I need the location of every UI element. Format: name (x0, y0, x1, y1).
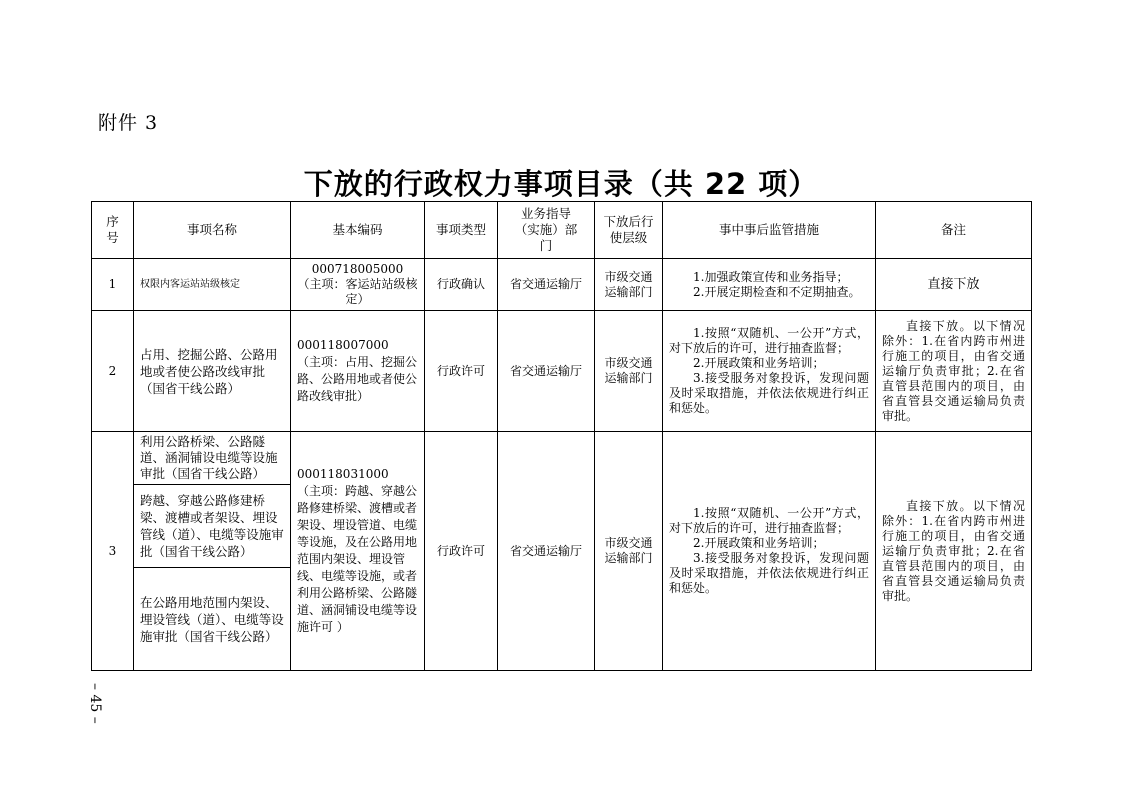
catalog-table (91, 201, 1032, 671)
attachment-label: 附件 3 (98, 112, 159, 134)
row-name: 利用公路桥梁、公路隧道、涵洞铺设电缆等设施审批（国省干线公路） (134, 432, 291, 485)
row-name: 占用、挖掘公路、公路用地或者使公路改线审批（国省干线公路） (134, 311, 291, 432)
row-type: 行政许可 (425, 432, 498, 671)
table-header-row (92, 202, 1032, 259)
row-seq: 1 (92, 259, 134, 311)
header-code: 基本编码 (291, 202, 425, 259)
measure-item: 2.开展政策和业务培训； (693, 356, 825, 370)
table-row (92, 432, 1032, 485)
row-remark: 直接下放。以下情况除外：1.在省内跨市州进行施工的项目，由省交通运输厅负责审批；2.在省直管县范围内的项目，由省直管县交通运输局负责审批。 (876, 311, 1032, 432)
row-name: 跨越、穿越公路修建桥梁、渡槽或者架设、埋设管线（道）、电缆等设施审批（国省干线公路） (134, 485, 291, 568)
row-type: 行政确认 (425, 259, 498, 311)
header-seq: 序号 (92, 202, 134, 259)
row-level: 市级交通运输部门 (595, 311, 663, 432)
header-measures: 事中事后监管措施 (663, 202, 876, 259)
table-row (92, 311, 1032, 432)
header-name: 事项名称 (134, 202, 291, 259)
row-level: 市级交通运输部门 (595, 432, 663, 671)
row-name: 权限内客运站站级核定 (134, 259, 291, 311)
row-measures (663, 259, 876, 311)
header-remark: 备注 (876, 202, 1032, 259)
row-type: 行政许可 (425, 311, 498, 432)
header-level: 下放后行使层级 (595, 202, 663, 259)
row-seq: 2 (92, 311, 134, 432)
row-dept: 省交通运输厅 (498, 259, 595, 311)
measure-item: 1.按照“双随机、一公开”方式，对下放后的许可，进行抽查监督； (669, 326, 869, 355)
row-code: 000718005000 （主项：客运站站级核定） (291, 259, 425, 311)
row-dept: 省交通运输厅 (498, 432, 595, 671)
row-remark: 直接下放 (876, 259, 1032, 311)
page-title: 下放的行政权力事项目录（共 22 项） (303, 167, 819, 201)
measure-item: 1.按照“双随机、一公开”方式，对下放后的许可，进行抽查监督； (669, 506, 869, 535)
row-seq: 3 (92, 432, 134, 671)
row-level: 市级交通运输部门 (595, 259, 663, 311)
measure-item: 2.开展定期检查和不定期抽查。 (693, 284, 861, 299)
row-measures (663, 311, 876, 432)
measure-item: 3.接受服务对象投诉，发现问题及时采取措施，并依法依规进行纠正和惩处。 (669, 371, 869, 415)
page-number: – 45 – (87, 683, 103, 724)
row-code: 000118031000 （主项：跨越、穿越公路修建桥梁、渡槽或者架设、埋设管道、电缆等设施，及在公路用地范围内架设、埋设管线、电缆等设施，或者利用公路桥梁、公路隧道、涵洞铺设电缆等设施许可 ） (291, 432, 425, 671)
header-type: 事项类型 (425, 202, 498, 259)
row-measures (663, 432, 876, 671)
header-dept: 业务指导（实施）部门 (498, 202, 595, 259)
measure-item: 3.接受服务对象投诉，发现问题及时采取措施，并依法依规进行纠正和惩处。 (669, 551, 869, 595)
measure-item: 2.开展政策和业务培训； (693, 536, 825, 550)
row-remark: 直接下放。以下情况除外：1.在省内跨市州进行施工的项目，由省交通运输厅负责审批；2.在省直管县范围内的项目，由省直管县交通运输局负责审批。 (876, 432, 1032, 671)
row-code: 000118007000 （主项：占用、挖掘公路、公路用地或者使公路改线审批） (291, 311, 425, 432)
measure-item: 1.加强政策宣传和业务指导； (693, 269, 849, 284)
row-name: 在公路用地范围内架设、埋设管线（道）、电缆等设施审批（国省干线公路） (134, 568, 291, 671)
table-row (92, 259, 1032, 311)
row-dept: 省交通运输厅 (498, 311, 595, 432)
